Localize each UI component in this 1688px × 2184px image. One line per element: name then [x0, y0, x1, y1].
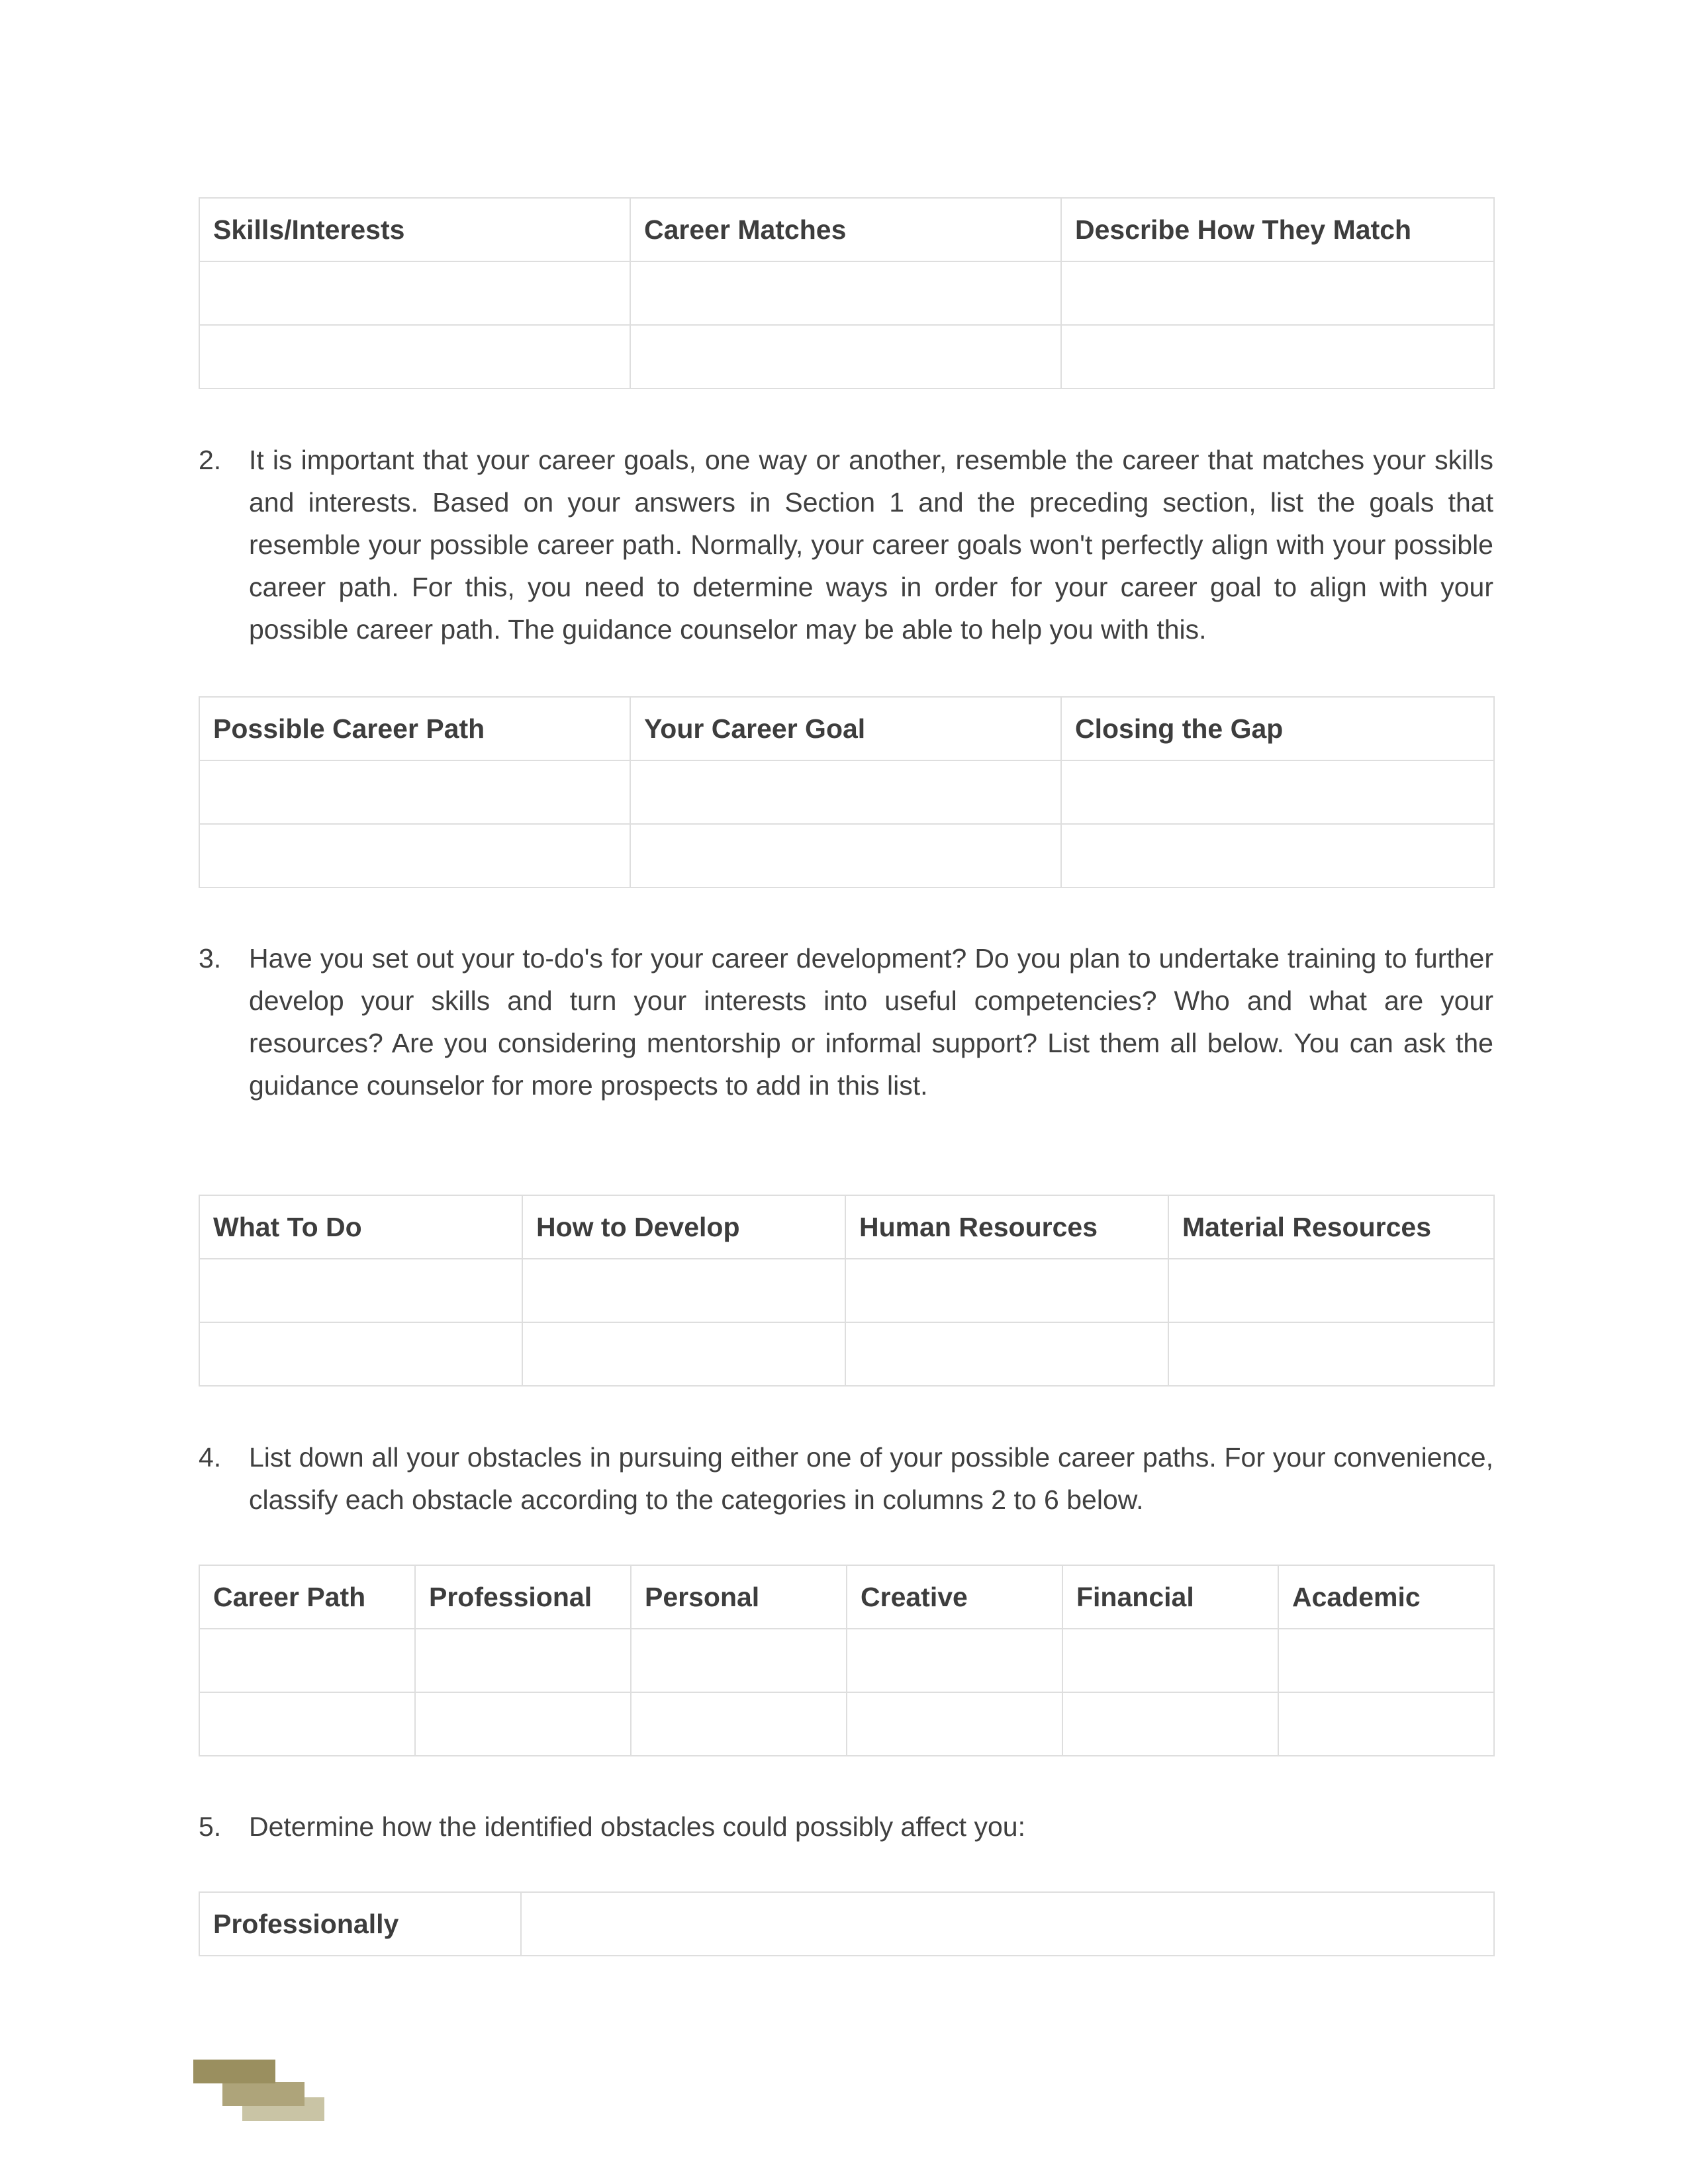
- table-cell[interactable]: [1062, 1629, 1278, 1692]
- table-cell[interactable]: [1168, 1259, 1494, 1322]
- question-3: [199, 937, 1493, 1107]
- row-label-professionally: Professionally: [199, 1892, 521, 1956]
- table-cell[interactable]: [199, 824, 630, 887]
- career-goal-table: [199, 696, 1495, 888]
- header-human-resources: Human Resources: [845, 1195, 1168, 1259]
- header-academic: Academic: [1278, 1565, 1494, 1629]
- question-text: Determine how the identified obstacles could possibly affect you:: [249, 1811, 1025, 1842]
- header-material-resources: Material Resources: [1168, 1195, 1494, 1259]
- table-row: [199, 824, 1494, 887]
- table-cell[interactable]: [521, 1892, 1494, 1956]
- table-row: [199, 1259, 1494, 1322]
- question-number: 3.: [199, 943, 222, 974]
- table-cell[interactable]: [199, 760, 630, 824]
- table-cell[interactable]: [1062, 1692, 1278, 1756]
- header-what-to-do: What To Do: [199, 1195, 522, 1259]
- question-5: [199, 1805, 1493, 1848]
- header-skills-interests: Skills/Interests: [199, 198, 630, 261]
- table-row: [199, 1322, 1494, 1386]
- table-cell[interactable]: [1061, 824, 1494, 887]
- header-possible-career-path: Possible Career Path: [199, 697, 630, 760]
- development-plan-table: [199, 1195, 1495, 1387]
- table-header-row: [199, 697, 1494, 760]
- skills-career-table: [199, 197, 1495, 389]
- table-cell[interactable]: [631, 1629, 847, 1692]
- table-header-row: [199, 198, 1494, 261]
- table-cell[interactable]: [522, 1322, 845, 1386]
- table-cell[interactable]: [1061, 325, 1494, 388]
- table-row: [199, 261, 1494, 325]
- header-closing-the-gap: Closing the Gap: [1061, 697, 1494, 760]
- table-cell[interactable]: [1061, 261, 1494, 325]
- table-cell[interactable]: [199, 325, 630, 388]
- question-text: List down all your obstacles in pursuing either one of your possible career paths. For your convenience, classify each obstacle according to the categories in columns 2 to 6 below.: [249, 1442, 1493, 1515]
- question-text: Have you set out your to-do's for your career development? Do you plan to undertake training to further develop your skills and turn your interests into useful competencies? Who and what are your resources? Are you considering mentorship or informal support? List them all below. You can ask the guidance counselor for more prospects to add in this list.: [249, 943, 1493, 1101]
- table-cell[interactable]: [415, 1692, 631, 1756]
- table-cell[interactable]: [1278, 1629, 1494, 1692]
- table-cell[interactable]: [199, 261, 630, 325]
- table-header-row: [199, 1195, 1494, 1259]
- table-cell[interactable]: [847, 1692, 1062, 1756]
- question-number: 5.: [199, 1811, 222, 1842]
- table-cell[interactable]: [631, 1692, 847, 1756]
- header-financial: Financial: [1062, 1565, 1278, 1629]
- question-number: 2.: [199, 445, 222, 475]
- table-cell[interactable]: [522, 1259, 845, 1322]
- table-cell[interactable]: [199, 1629, 415, 1692]
- table-row: [199, 1892, 1494, 1956]
- table-cell[interactable]: [1168, 1322, 1494, 1386]
- table-cell[interactable]: [847, 1629, 1062, 1692]
- table-cell[interactable]: [845, 1259, 1168, 1322]
- footer-decoration-dark: [193, 2060, 275, 2083]
- footer-decoration-mid: [222, 2082, 305, 2106]
- table-cell[interactable]: [199, 1259, 522, 1322]
- table-row: [199, 325, 1494, 388]
- header-describe-match: Describe How They Match: [1061, 198, 1494, 261]
- table-row: [199, 1629, 1494, 1692]
- header-creative: Creative: [847, 1565, 1062, 1629]
- obstacles-table: [199, 1565, 1495, 1756]
- effects-table: [199, 1891, 1495, 1956]
- table-cell[interactable]: [415, 1629, 631, 1692]
- table-cell[interactable]: [630, 760, 1061, 824]
- table-header-row: [199, 1565, 1494, 1629]
- table-cell[interactable]: [630, 261, 1061, 325]
- table-cell[interactable]: [630, 325, 1061, 388]
- table-cell[interactable]: [845, 1322, 1168, 1386]
- table-cell[interactable]: [199, 1692, 415, 1756]
- table-row: [199, 1692, 1494, 1756]
- question-4: [199, 1436, 1493, 1521]
- header-professional: Professional: [415, 1565, 631, 1629]
- header-personal: Personal: [631, 1565, 847, 1629]
- question-number: 4.: [199, 1442, 222, 1473]
- question-2: [199, 439, 1493, 651]
- table-row: [199, 760, 1494, 824]
- table-cell[interactable]: [1061, 760, 1494, 824]
- header-career-matches: Career Matches: [630, 198, 1061, 261]
- header-your-career-goal: Your Career Goal: [630, 697, 1061, 760]
- table-cell[interactable]: [1278, 1692, 1494, 1756]
- header-how-to-develop: How to Develop: [522, 1195, 845, 1259]
- question-text: It is important that your career goals, one way or another, resemble the career that matches your skills and interests. Based on your answers in Section 1 and the preceding section, list the goals that resemble your possible career path. Normally, your career goals won't perfectly align with your possible career path. For this, you need to determine ways in order for your career goal to align with your possible career path. The guidance counselor may be able to help you with this.: [249, 445, 1493, 645]
- table-cell[interactable]: [630, 824, 1061, 887]
- table-cell[interactable]: [199, 1322, 522, 1386]
- header-career-path: Career Path: [199, 1565, 415, 1629]
